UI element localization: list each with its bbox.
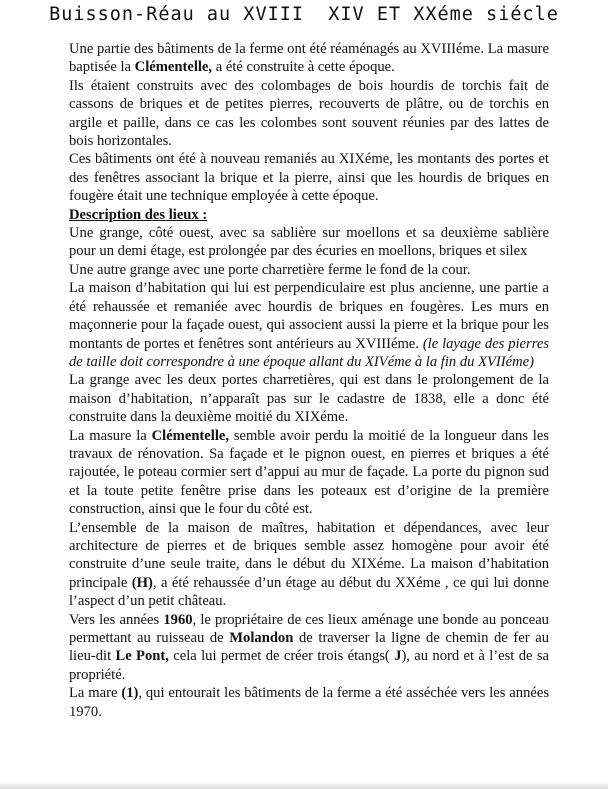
page-title: Buisson-Réau au XVIII XIV ET XXéme siécle <box>49 4 559 25</box>
paragraph <box>69 684 549 721</box>
text-run: Une grange, côté ouest, avec sa sablière sur moellons et sa deuxième sablière pour un demi étage, est prolongée par des écuries en moellons, briques et silex <box>69 225 549 260</box>
bold-text: Molandon <box>229 630 294 646</box>
bold-text: J <box>394 648 402 665</box>
text-run: La maison d’habitation qui lui est perpendiculaire est plus ancienne, une partie a été rehaussée et remaniée avec hourdis de briques en fougères. Les murs en maçonnerie pour la façade ouest, qui associent aussi la pierre et la brique pour les montants de portes et fenêtres sont antérieurs au XVIIIéme. <box>69 280 549 352</box>
text-run: semble avoir perdu la moitié de la longueur dans les travaux de rénovation. Sa façade et le pignon ouest, en pierres et briques a été rajoutée, le poteau cormier sert d’appui au mur de façade. La porte du pignon sud et la toute petite fenêtre prise dans les poteaux est d’origine de la première construction, ainsi que le four du côté est. <box>69 427 549 518</box>
paragraph <box>69 279 549 371</box>
bold-text: Clémentelle, <box>134 59 213 76</box>
bold-text: (1) <box>121 685 139 702</box>
section-heading-label: Description des lieux : <box>69 206 208 223</box>
text-run: , qui entourait les bâtiments de la ferme a été asséchée vers les années 1970. <box>69 685 549 720</box>
text-run: Une partie des bâtiments de la ferme ont été réaménagés au XVIIIéme. La masure baptisée la <box>69 41 549 76</box>
text-run: L’ensemble de la maison de maîtres, habitation et dépendances, avec leur architecture de pierres et de briques semble assez homogène pour avoir été construite d’une seule traite, dans le début du XIXéme. La maison d’habitation principale <box>69 519 549 591</box>
text-run: Vers les années <box>69 611 164 628</box>
text-run: a été construite à cette époque. <box>212 59 395 76</box>
italic-note: (le layage des pierres de taille doit correspondre à une époque allant du XIVéme à la fin du XVIIéme) <box>69 335 549 370</box>
paragraph <box>69 150 549 205</box>
paragraph <box>69 224 549 261</box>
paragraph <box>69 40 549 77</box>
page-bottom-edge <box>0 782 608 789</box>
paragraph <box>69 611 549 685</box>
paragraph <box>69 261 549 279</box>
text-run: cela lui permet de créer trois étangs( <box>168 648 395 665</box>
text-run: La grange avec les deux portes charretières, qui est dans le prolongement de la maison d’habitation, n’apparaît pas sur le cadastre de 1838, elle a donc été construite dans la deuxième moitié du XIXéme. <box>69 372 549 426</box>
bold-text: Clémentelle, <box>151 427 230 444</box>
document-body <box>69 40 549 721</box>
text-run: La masure la <box>69 427 152 444</box>
paragraph <box>69 371 549 426</box>
text-run: , a été rehaussée d’un étage au début du XXéme , ce qui lui donne l’aspect d’un petit château. <box>69 574 549 610</box>
bold-text: Le Pont, <box>115 648 169 665</box>
paragraph <box>69 427 549 519</box>
text-run: Ils étaient construits avec des colombages de bois hourdis de torchis fait de cassons de briques et de petites pierres, recouverts de plâtre, ou de torchis en argile et paille, dans ce cas les colombes sont souvent réunies par des lattes de bois horizontales. <box>69 77 549 150</box>
text-run: Ces bâtiments ont été à nouveau remaniés au XIXéme, les montants des portes et des fenêtres associant la brique et la pierre, ainsi que les hourdis de briques en fougère était une technique employée à cette époque. <box>69 151 549 205</box>
bold-text: 1960 <box>163 611 193 628</box>
text-run: ), au nord et à l’est de sa propriété. <box>69 648 549 683</box>
bold-text: (H) <box>131 574 153 591</box>
paragraph <box>69 77 549 151</box>
text-run: de traverser la ligne de chemin de fer au lieu-dit <box>69 630 549 665</box>
text-run: , le propriétaire de ces lieux aménage une bonde au ponceau permettant au ruisseau de <box>69 611 549 646</box>
text-run: Une autre grange avec une porte charretière ferme le fond de la cour. <box>69 261 471 278</box>
text-run: La mare <box>69 685 122 702</box>
paragraph <box>69 519 549 611</box>
section-heading <box>69 206 549 224</box>
